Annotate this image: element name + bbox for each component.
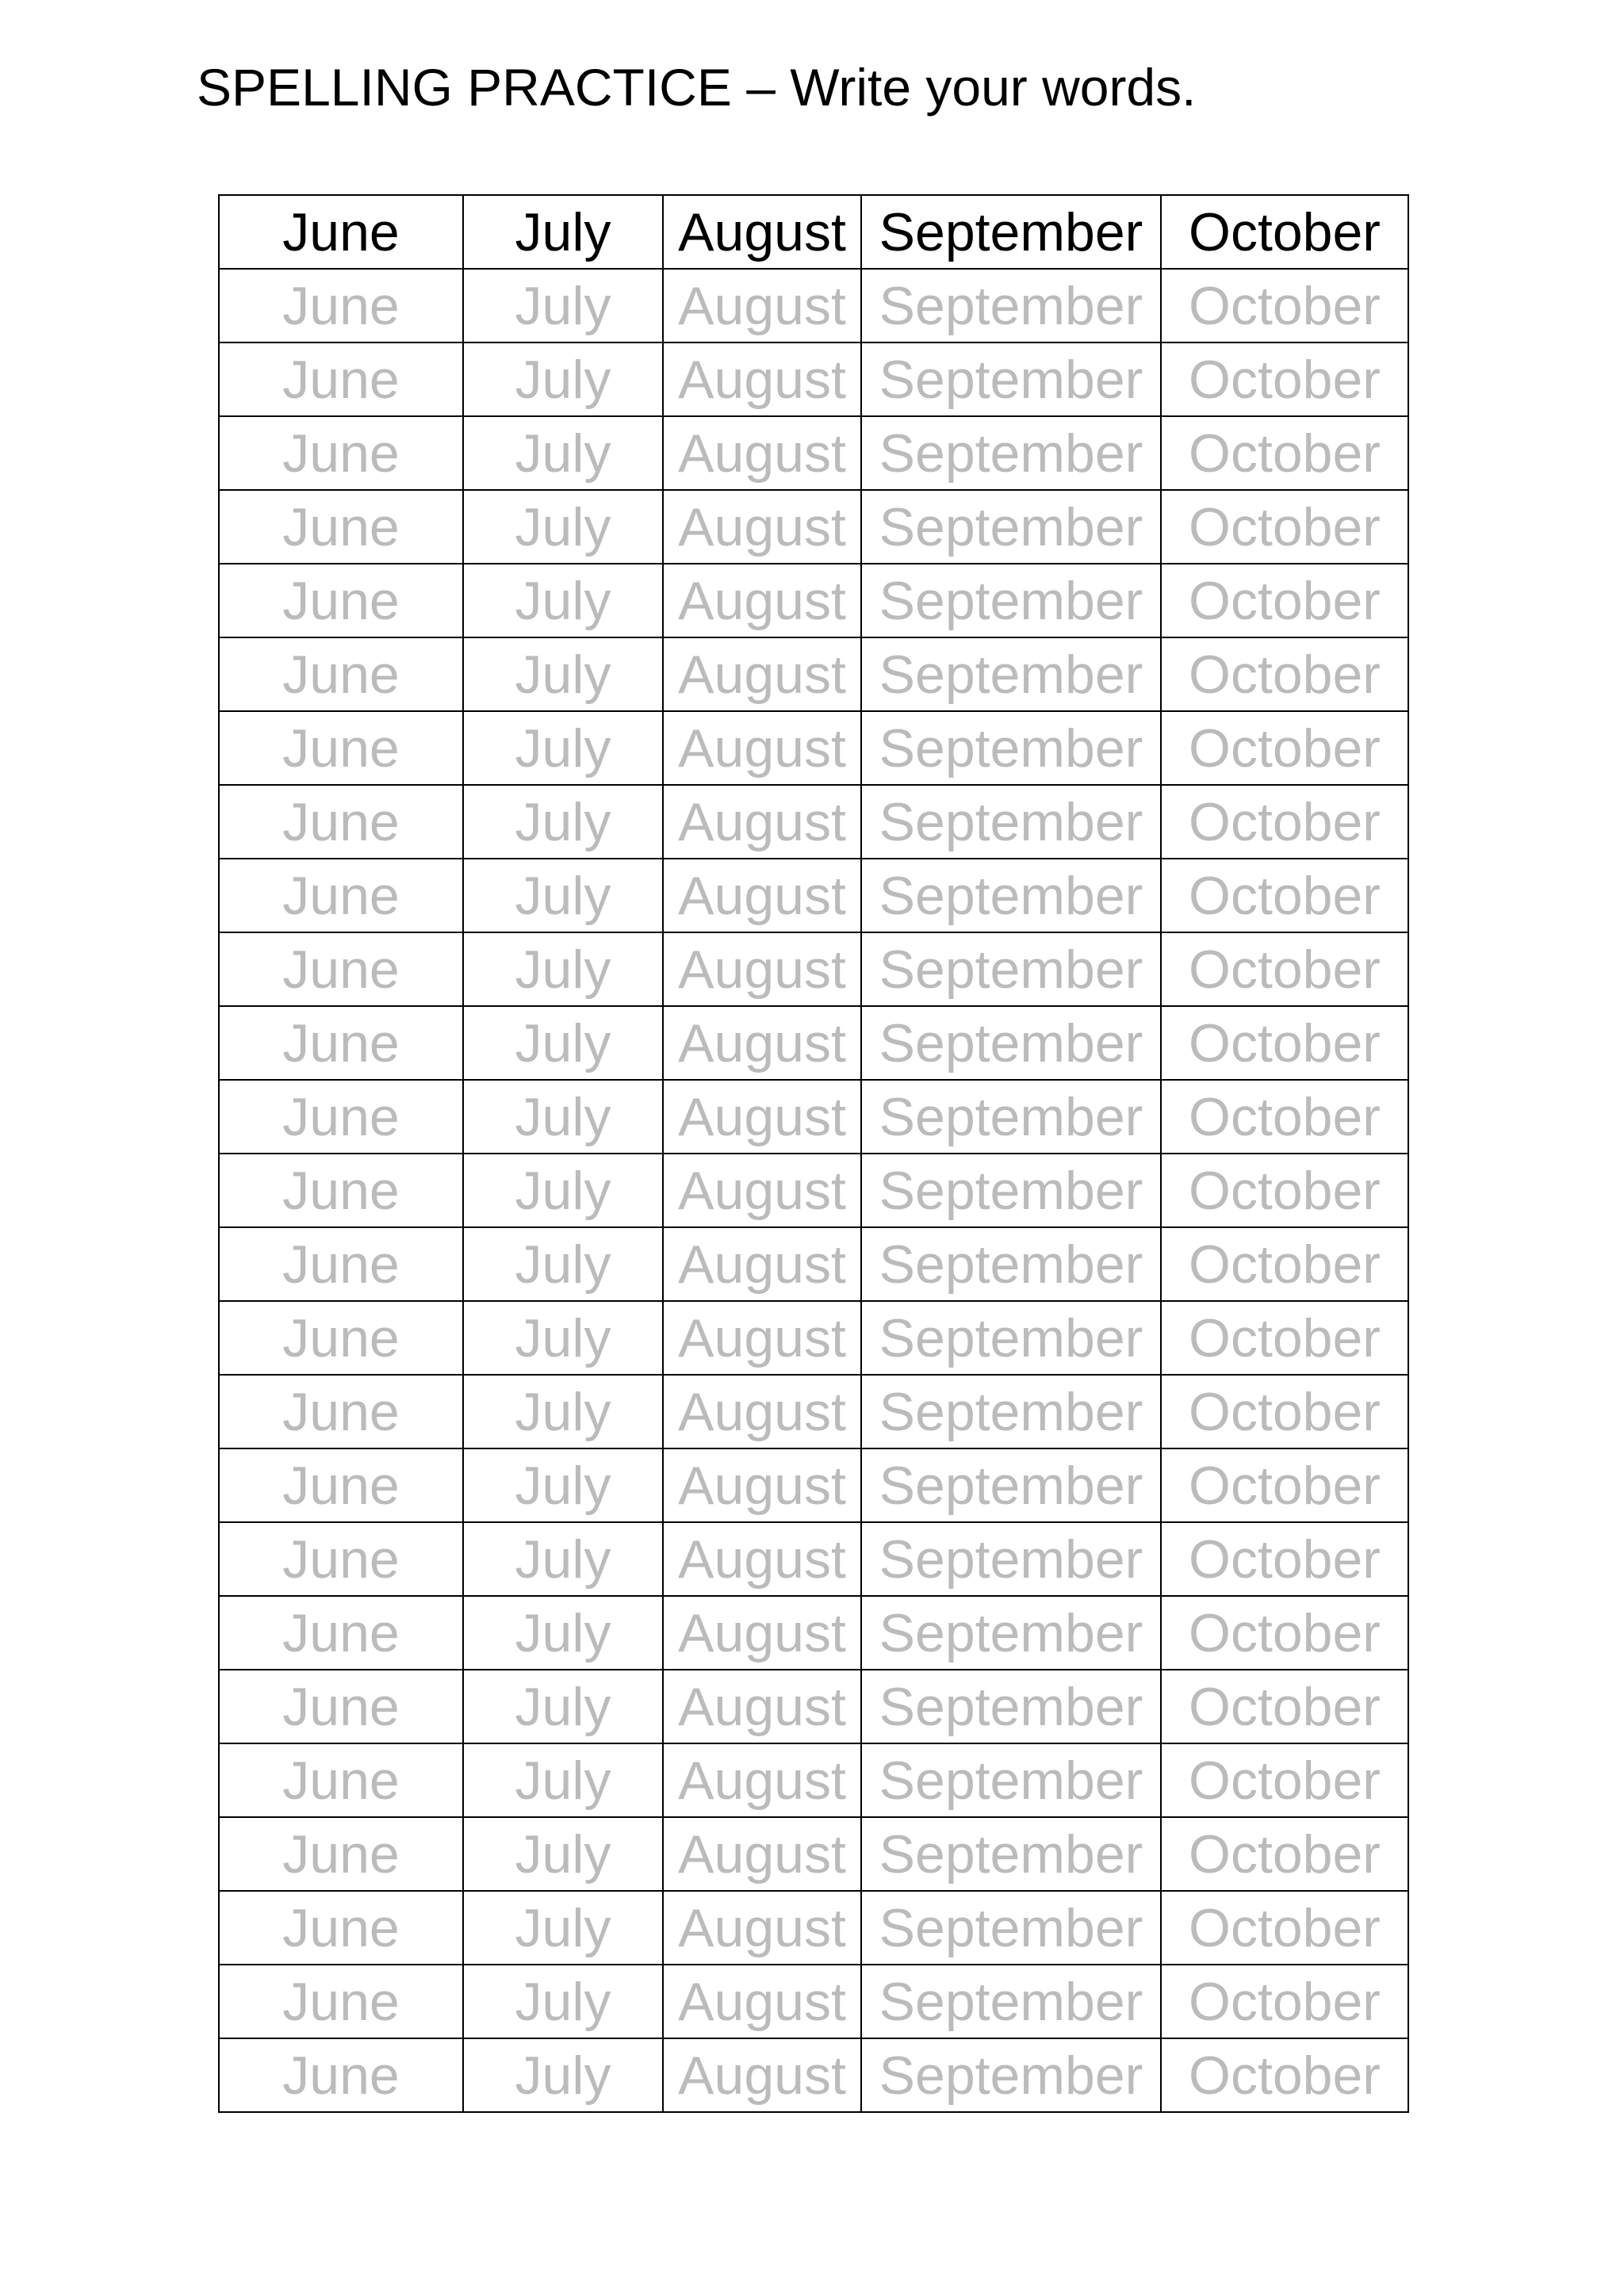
trace-word-september[interactable]: September (861, 2038, 1161, 2112)
trace-word-september[interactable]: September (861, 1596, 1161, 1670)
practice-row (219, 490, 1408, 564)
trace-word-september[interactable]: September (861, 1080, 1161, 1154)
trace-word-june[interactable]: June (219, 637, 463, 711)
practice-row (219, 1080, 1408, 1154)
trace-word-september[interactable]: September (861, 269, 1161, 342)
trace-word-september[interactable]: September (861, 1817, 1161, 1891)
trace-word-july[interactable]: July (463, 416, 663, 490)
trace-word-august[interactable]: August (663, 342, 861, 416)
practice-row (219, 1596, 1408, 1670)
trace-word-october[interactable]: October (1161, 1154, 1408, 1227)
trace-word-june[interactable]: June (219, 1891, 463, 1965)
trace-word-july[interactable]: July (463, 564, 663, 637)
column-header-july: July (463, 195, 663, 269)
trace-word-october[interactable]: October (1161, 1375, 1408, 1448)
trace-word-june[interactable]: June (219, 859, 463, 932)
trace-word-july[interactable]: July (463, 1154, 663, 1227)
trace-word-june[interactable]: June (219, 416, 463, 490)
trace-word-june[interactable]: June (219, 269, 463, 342)
trace-word-august[interactable]: August (663, 1596, 861, 1670)
trace-word-september[interactable]: September (861, 1522, 1161, 1596)
trace-word-september[interactable]: September (861, 1965, 1161, 2038)
trace-word-september[interactable]: September (861, 785, 1161, 859)
trace-word-august[interactable]: August (663, 711, 861, 785)
trace-word-august[interactable]: August (663, 1375, 861, 1448)
trace-word-september[interactable]: September (861, 342, 1161, 416)
trace-word-june[interactable]: June (219, 490, 463, 564)
trace-word-august[interactable]: August (663, 1301, 861, 1375)
trace-word-july[interactable]: July (463, 342, 663, 416)
trace-word-october[interactable]: October (1161, 1596, 1408, 1670)
trace-word-june[interactable]: June (219, 1670, 463, 1743)
trace-word-june[interactable]: June (219, 1743, 463, 1817)
practice-row (219, 564, 1408, 637)
trace-word-june[interactable]: June (219, 785, 463, 859)
trace-word-june[interactable]: June (219, 1375, 463, 1448)
trace-word-july[interactable]: July (463, 932, 663, 1006)
trace-word-august[interactable]: August (663, 2038, 861, 2112)
trace-word-august[interactable]: August (663, 1227, 861, 1301)
trace-word-october[interactable]: October (1161, 1817, 1408, 1891)
trace-word-september[interactable]: September (861, 711, 1161, 785)
trace-word-august[interactable]: August (663, 416, 861, 490)
trace-word-september[interactable]: September (861, 1006, 1161, 1080)
trace-word-october[interactable]: October (1161, 1006, 1408, 1080)
trace-word-september[interactable]: September (861, 416, 1161, 490)
practice-row (219, 1154, 1408, 1227)
trace-word-september[interactable]: September (861, 1301, 1161, 1375)
trace-word-october[interactable]: October (1161, 1743, 1408, 1817)
practice-row (219, 1301, 1408, 1375)
trace-word-june[interactable]: June (219, 1154, 463, 1227)
trace-word-july[interactable]: July (463, 859, 663, 932)
trace-word-june[interactable]: June (219, 1006, 463, 1080)
practice-row (219, 1448, 1408, 1522)
trace-word-july[interactable]: July (463, 1006, 663, 1080)
trace-word-june[interactable]: June (219, 1817, 463, 1891)
trace-word-july[interactable]: July (463, 1965, 663, 2038)
practice-row (219, 342, 1408, 416)
column-header-august: August (663, 195, 861, 269)
column-header-september: September (861, 195, 1161, 269)
trace-word-october[interactable]: October (1161, 637, 1408, 711)
trace-word-june[interactable]: June (219, 1965, 463, 2038)
trace-word-september[interactable]: September (861, 1891, 1161, 1965)
trace-word-september[interactable]: September (861, 1670, 1161, 1743)
trace-word-august[interactable]: August (663, 1817, 861, 1891)
trace-word-august[interactable]: August (663, 785, 861, 859)
trace-word-august[interactable]: August (663, 932, 861, 1006)
practice-row (219, 711, 1408, 785)
trace-word-august[interactable]: August (663, 1080, 861, 1154)
trace-word-october[interactable]: October (1161, 564, 1408, 637)
trace-word-september[interactable]: September (861, 1448, 1161, 1522)
trace-word-june[interactable]: June (219, 1522, 463, 1596)
trace-word-july[interactable]: July (463, 1301, 663, 1375)
practice-row (219, 859, 1408, 932)
trace-word-june[interactable]: June (219, 2038, 463, 2112)
trace-word-october[interactable]: October (1161, 1301, 1408, 1375)
practice-row (219, 1375, 1408, 1448)
trace-word-october[interactable]: October (1161, 1670, 1408, 1743)
trace-word-july[interactable]: July (463, 1891, 663, 1965)
trace-word-july[interactable]: July (463, 1670, 663, 1743)
trace-word-september[interactable]: September (861, 1227, 1161, 1301)
trace-word-september[interactable]: September (861, 564, 1161, 637)
trace-word-august[interactable]: August (663, 1154, 861, 1227)
practice-row (219, 1743, 1408, 1817)
practice-row (219, 416, 1408, 490)
practice-row (219, 1227, 1408, 1301)
trace-word-october[interactable]: October (1161, 1448, 1408, 1522)
trace-word-october[interactable]: October (1161, 416, 1408, 490)
trace-word-october[interactable]: October (1161, 785, 1408, 859)
practice-row (219, 932, 1408, 1006)
trace-word-august[interactable]: August (663, 1522, 861, 1596)
practice-row (219, 1817, 1408, 1891)
trace-word-october[interactable]: October (1161, 1080, 1408, 1154)
trace-word-june[interactable]: June (219, 1080, 463, 1154)
practice-row (219, 1006, 1408, 1080)
trace-word-august[interactable]: August (663, 269, 861, 342)
trace-word-june[interactable]: June (219, 1448, 463, 1522)
column-header-october: October (1161, 195, 1408, 269)
trace-word-june[interactable]: June (219, 932, 463, 1006)
trace-word-october[interactable]: October (1161, 1891, 1408, 1965)
trace-word-october[interactable]: October (1161, 932, 1408, 1006)
trace-word-august[interactable]: August (663, 1670, 861, 1743)
trace-word-september[interactable]: September (861, 1154, 1161, 1227)
trace-word-october[interactable]: October (1161, 711, 1408, 785)
trace-word-september[interactable]: September (861, 490, 1161, 564)
trace-word-july[interactable]: July (463, 1080, 663, 1154)
trace-word-october[interactable]: October (1161, 2038, 1408, 2112)
trace-word-september[interactable]: September (861, 637, 1161, 711)
practice-rows (219, 269, 1408, 2112)
trace-word-august[interactable]: August (663, 490, 861, 564)
trace-word-september[interactable]: September (861, 1375, 1161, 1448)
trace-word-july[interactable]: July (463, 711, 663, 785)
trace-word-july[interactable]: July (463, 1448, 663, 1522)
practice-row (219, 785, 1408, 859)
trace-word-july[interactable]: July (463, 1743, 663, 1817)
trace-word-october[interactable]: October (1161, 1227, 1408, 1301)
column-header-june: June (219, 195, 463, 269)
trace-word-july[interactable]: July (463, 1227, 663, 1301)
trace-word-july[interactable]: July (463, 1375, 663, 1448)
trace-word-august[interactable]: August (663, 637, 861, 711)
trace-word-october[interactable]: October (1161, 342, 1408, 416)
trace-word-july[interactable]: July (463, 1817, 663, 1891)
page-title: SPELLING PRACTICE – Write your words. (197, 58, 1197, 117)
trace-word-september[interactable]: September (861, 859, 1161, 932)
trace-word-june[interactable]: June (219, 1227, 463, 1301)
trace-word-june[interactable]: June (219, 1301, 463, 1375)
trace-word-october[interactable]: October (1161, 859, 1408, 932)
trace-word-july[interactable]: July (463, 269, 663, 342)
practice-row (219, 637, 1408, 711)
trace-word-august[interactable]: August (663, 564, 861, 637)
trace-word-october[interactable]: October (1161, 269, 1408, 342)
trace-word-june[interactable]: June (219, 564, 463, 637)
trace-word-july[interactable]: July (463, 1522, 663, 1596)
trace-word-july[interactable]: July (463, 1596, 663, 1670)
trace-word-october[interactable]: October (1161, 490, 1408, 564)
trace-word-july[interactable]: July (463, 785, 663, 859)
trace-word-july[interactable]: July (463, 637, 663, 711)
trace-word-july[interactable]: July (463, 2038, 663, 2112)
trace-word-october[interactable]: October (1161, 1522, 1408, 1596)
trace-word-august[interactable]: August (663, 1448, 861, 1522)
trace-word-august[interactable]: August (663, 1006, 861, 1080)
trace-word-august[interactable]: August (663, 1965, 861, 2038)
trace-word-june[interactable]: June (219, 342, 463, 416)
practice-row (219, 1670, 1408, 1743)
trace-word-august[interactable]: August (663, 1891, 861, 1965)
practice-row (219, 2038, 1408, 2112)
trace-word-september[interactable]: September (861, 1743, 1161, 1817)
practice-row (219, 269, 1408, 342)
trace-word-august[interactable]: August (663, 859, 861, 932)
trace-word-june[interactable]: June (219, 1596, 463, 1670)
spelling-table (218, 194, 1409, 2113)
trace-word-june[interactable]: June (219, 711, 463, 785)
header-row (219, 195, 1408, 269)
trace-word-august[interactable]: August (663, 1743, 861, 1817)
practice-row (219, 1891, 1408, 1965)
trace-word-september[interactable]: September (861, 932, 1161, 1006)
trace-word-july[interactable]: July (463, 490, 663, 564)
trace-word-october[interactable]: October (1161, 1965, 1408, 2038)
practice-row (219, 1965, 1408, 2038)
practice-row (219, 1522, 1408, 1596)
